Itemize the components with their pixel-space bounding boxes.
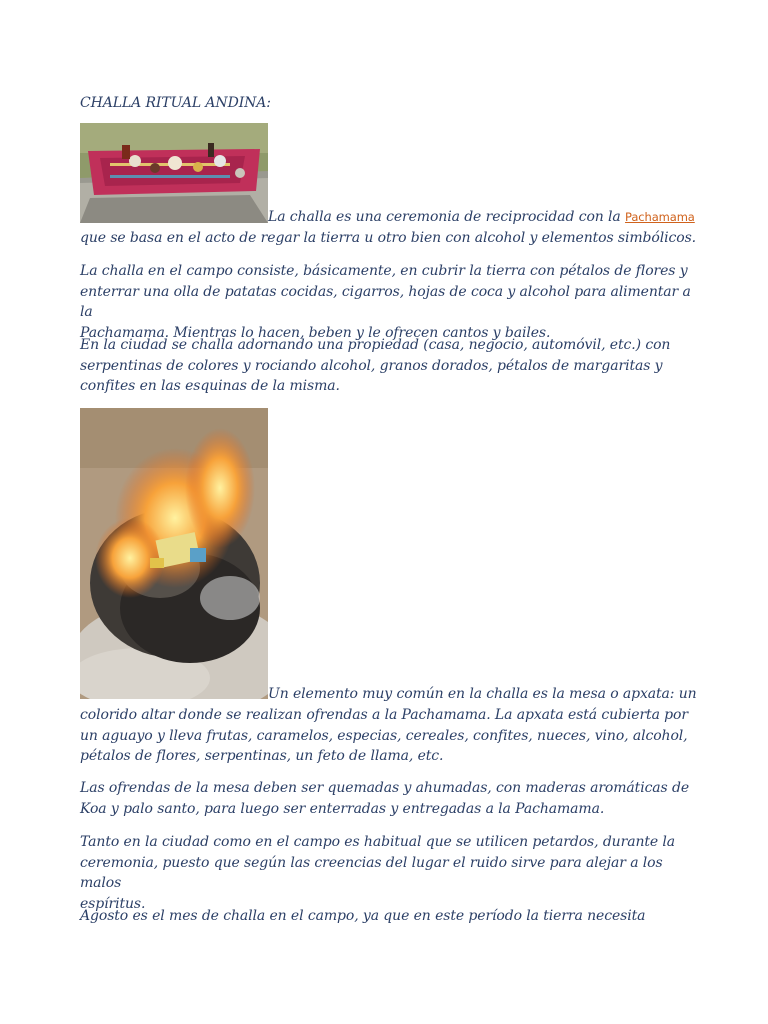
paragraph-5 (80, 778, 700, 819)
paragraph-line: colorido altar donde se realizan ofrendas a la Pachamama. La apxata está cubierta por (80, 707, 688, 723)
paragraph-7 (80, 906, 700, 927)
paragraph-line: La challa en el campo consiste, básicamente, en cubrir la tierra con pétalos de flores y (80, 263, 688, 279)
paragraph-line: Las ofrendas de la mesa deben ser quemadas y ahumadas, con maderas aromáticas de (80, 780, 690, 796)
paragraph-1-text: La challa es una ceremonia de reciprocidad con la (268, 209, 626, 225)
paragraph-4-line-1: Un elemento muy común en la challa es la mesa o apxata: un (268, 686, 697, 702)
paragraph-line: serpentinas de colores y rociando alcohol, granos dorados, pétalos de margaritas y (80, 357, 663, 374)
paragraph-line: Agosto es el mes de challa en el campo, ya que en este período la tierra necesita (80, 908, 646, 924)
paragraph-line: ceremonia, puesto que según las creencias del lugar el ruido sirve para alejar a los malos (80, 854, 663, 891)
paragraph-line: espíritus. (80, 895, 146, 912)
paragraph-line: confites en las esquinas de la misma. (80, 378, 340, 394)
altar-offering-photo (80, 123, 268, 223)
paragraph-line: Koa y palo santo, para luego ser enterradas y entregadas a la Pachamama. (80, 800, 605, 817)
paragraph-line: enterrar una olla de patatas cocidas, cigarros, hojas de coca y alcohol para alimentar a la (80, 283, 691, 320)
pachamama-link[interactable]: Pachamama (625, 210, 695, 224)
document-title: CHALLA RITUAL ANDINA: (80, 95, 271, 111)
paragraph-line: Pachamama. Mientras lo hacen, beben y le ofrecen cantos y bailes. (80, 324, 551, 341)
paragraph-line: pétalos de flores, serpentinas, un feto de llama, etc. (80, 748, 444, 764)
paragraph-6 (80, 832, 700, 914)
paragraph-line: En la ciudad se challa adornando una propiedad (casa, negocio, automóvil, etc.) con (80, 337, 671, 353)
paragraph-4 (80, 705, 700, 767)
paragraph-3 (80, 335, 700, 397)
burning-offering-photo (80, 408, 268, 699)
paragraph-line: Tanto en la ciudad como en el campo es habitual que se utilicen petardos, durante la (80, 834, 676, 850)
paragraph-1-line-2: que se basa en el acto de regar la tierra u otro bien con alcohol y elementos simbólicos. (80, 230, 697, 246)
paragraph-2 (80, 261, 700, 343)
paragraph-1-line-1 (268, 207, 695, 228)
paragraph-line: un aguayo y lleva frutas, caramelos, especias, cereales, confites, nueces, vino, alcohol, (80, 727, 688, 744)
